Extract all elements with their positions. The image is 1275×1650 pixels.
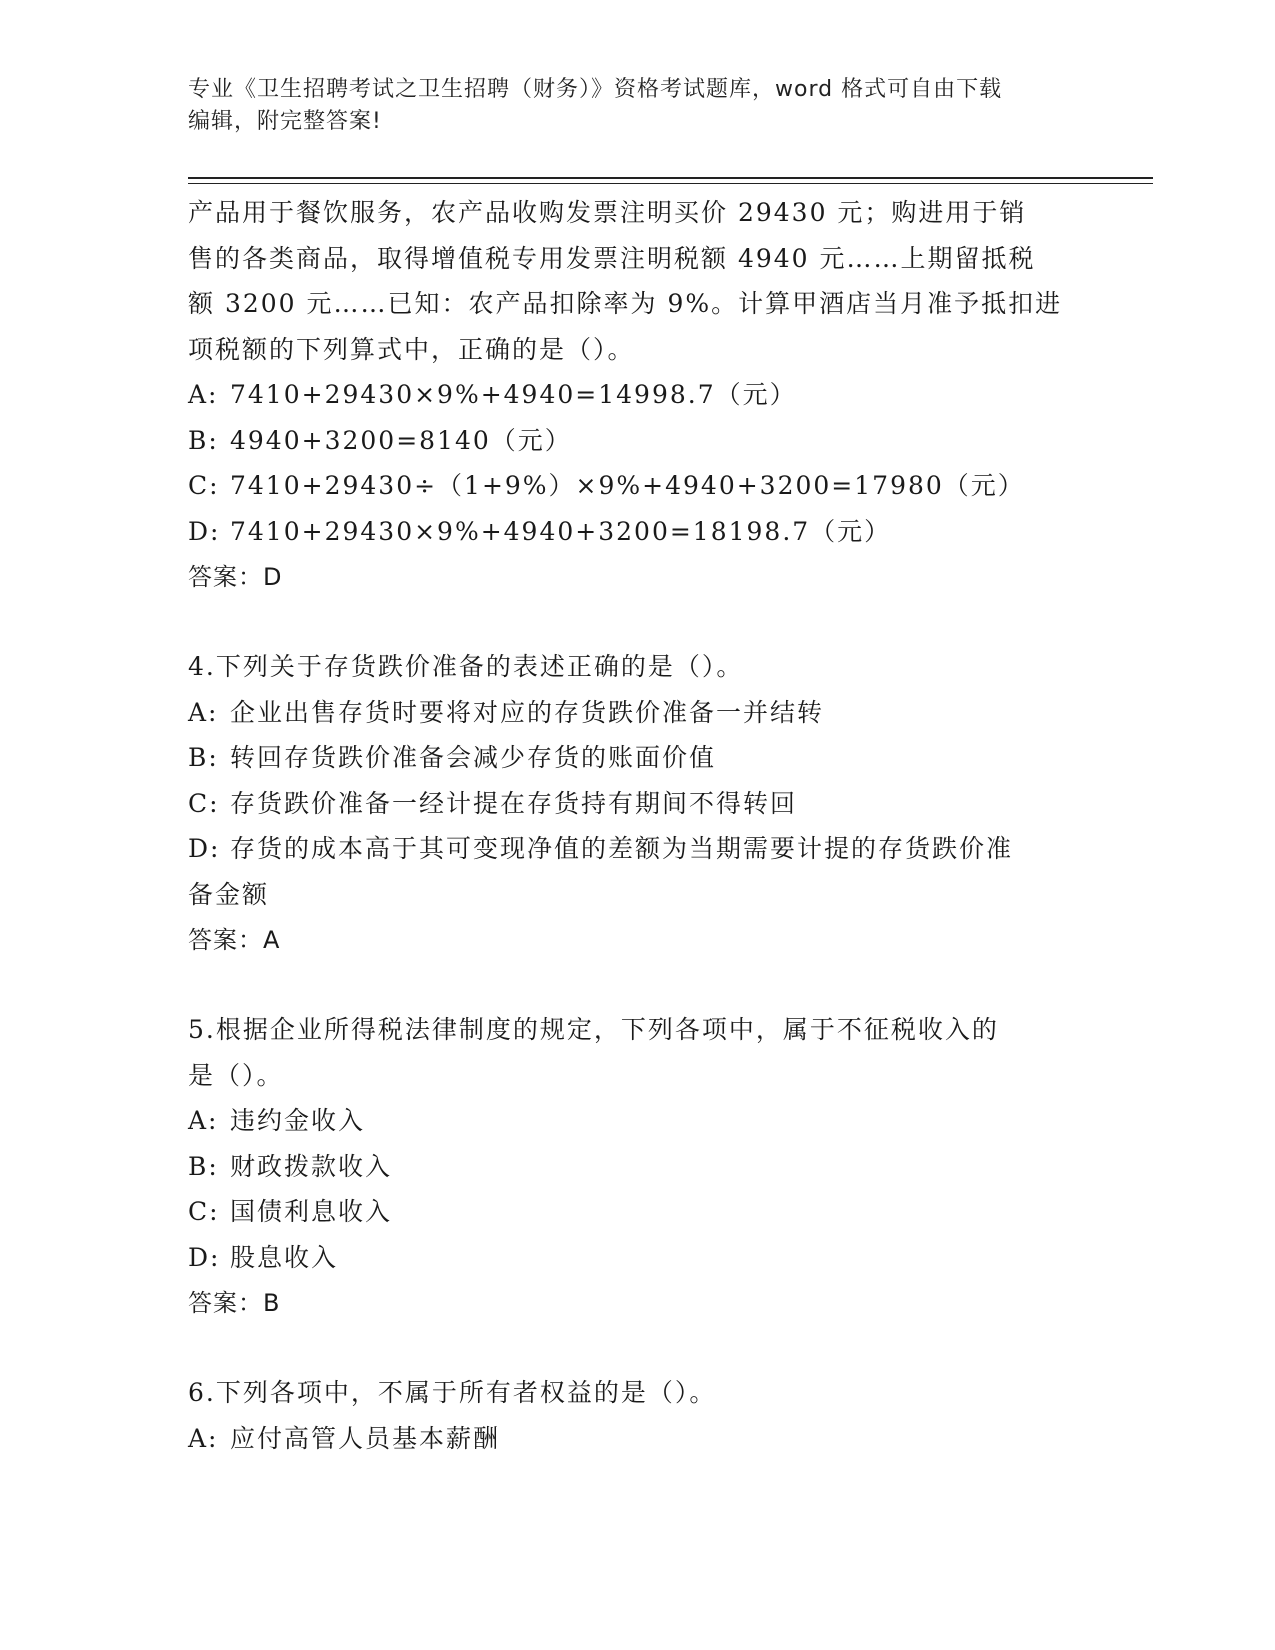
- document-header: [188, 74, 1068, 138]
- option-text: 违约金收入: [230, 1106, 366, 1135]
- option-a: [188, 690, 1088, 736]
- option-c: [188, 1189, 1088, 1235]
- option-d: [188, 826, 1088, 872]
- option-label: A:: [188, 380, 219, 409]
- spacer: [188, 600, 1088, 644]
- question-3: [188, 190, 1088, 600]
- option-text: 企业出售存货时要将对应的存货跌价准备一并结转: [230, 697, 825, 727]
- spacer: [188, 963, 1088, 1007]
- option-d-continuation: 备金额: [188, 879, 270, 909]
- question-stem-line: 6.下列各项中，不属于所有者权益的是（）。: [188, 1378, 717, 1407]
- option-label: C:: [188, 1197, 220, 1226]
- answer-line: 答案：D: [188, 563, 283, 591]
- option-text: 应付高管人员基本薪酬: [230, 1423, 501, 1453]
- option-text: 7410+29430÷（1+9%）×9%+4940+3200=17980（元）: [230, 471, 1025, 500]
- option-label: B:: [188, 1151, 219, 1181]
- option-c: [188, 463, 1088, 509]
- option-b: [188, 1144, 1088, 1190]
- option-text: 存货的成本高于其可变现净值的差额为当期需要计提的存货跌价准: [230, 834, 1014, 863]
- answer-line: 答案：B: [188, 1289, 281, 1317]
- option-label: A:: [188, 1423, 219, 1453]
- option-d: [188, 509, 1088, 555]
- option-b: [188, 735, 1088, 781]
- option-label: C:: [188, 788, 220, 818]
- option-label: D:: [188, 1242, 221, 1272]
- option-label: B:: [188, 743, 219, 772]
- option-label: C:: [188, 471, 220, 500]
- option-d: [188, 1235, 1088, 1281]
- option-label: A:: [188, 1106, 219, 1135]
- option-c: [188, 781, 1088, 827]
- option-text: 股息收入: [230, 1242, 339, 1272]
- header-divider-thin: [188, 183, 1153, 184]
- answer-line: 答案：A: [188, 926, 281, 954]
- option-text: 7410+29430×9%+4940+3200=18198.7（元）: [230, 516, 892, 546]
- question-stem-line: 是（）。: [188, 1060, 284, 1090]
- option-label: B:: [188, 425, 219, 455]
- question-5: [188, 1007, 1088, 1326]
- option-label: A:: [188, 697, 219, 727]
- option-label: D:: [188, 834, 221, 863]
- option-text: 转回存货跌价准备会减少存货的账面价值: [230, 743, 717, 772]
- option-text: 4940+3200=8140（元）: [230, 425, 572, 455]
- question-stem-line: 5.根据企业所得税法律制度的规定，下列各项中，属于不征税收入的: [188, 1015, 999, 1044]
- spacer: [188, 1326, 1088, 1370]
- question-4: [188, 644, 1088, 963]
- option-b: [188, 418, 1088, 464]
- header-line-1: 专业《卫生招聘考试之卫生招聘（财务）》资格考试题库，word 格式可自由下载: [188, 77, 1003, 102]
- option-a: [188, 372, 1088, 418]
- option-a: [188, 1416, 1088, 1462]
- header-line-2: 编辑，附完整答案!: [188, 109, 382, 134]
- question-stem-line: 产品用于餐饮服务，农产品收购发票注明买价 29430 元；购进用于销: [188, 198, 1027, 227]
- option-text: 7410+29430×9%+4940=14998.7（元）: [230, 380, 797, 409]
- header-divider-thick: [188, 177, 1153, 179]
- option-label: D:: [188, 516, 221, 546]
- option-text: 存货跌价准备一经计提在存货持有期间不得转回: [230, 788, 798, 818]
- question-stem-line: 售的各类商品，取得增值税专用发票注明税额 4940 元……上期留抵税: [188, 243, 1036, 273]
- question-stem-line: 额 3200 元……已知：农产品扣除率为 9%。计算甲酒店当月准予抵扣进: [188, 289, 1063, 318]
- option-a: [188, 1098, 1088, 1144]
- option-text: 财政拨款收入: [230, 1151, 393, 1181]
- document-body: [188, 190, 1088, 1461]
- question-stem-line: 4.下列关于存货跌价准备的表述正确的是（）。: [188, 652, 744, 681]
- question-stem-line: 项税额的下列算式中，正确的是（）。: [188, 334, 635, 364]
- question-6: [188, 1370, 1088, 1461]
- option-text: 国债利息收入: [230, 1197, 393, 1226]
